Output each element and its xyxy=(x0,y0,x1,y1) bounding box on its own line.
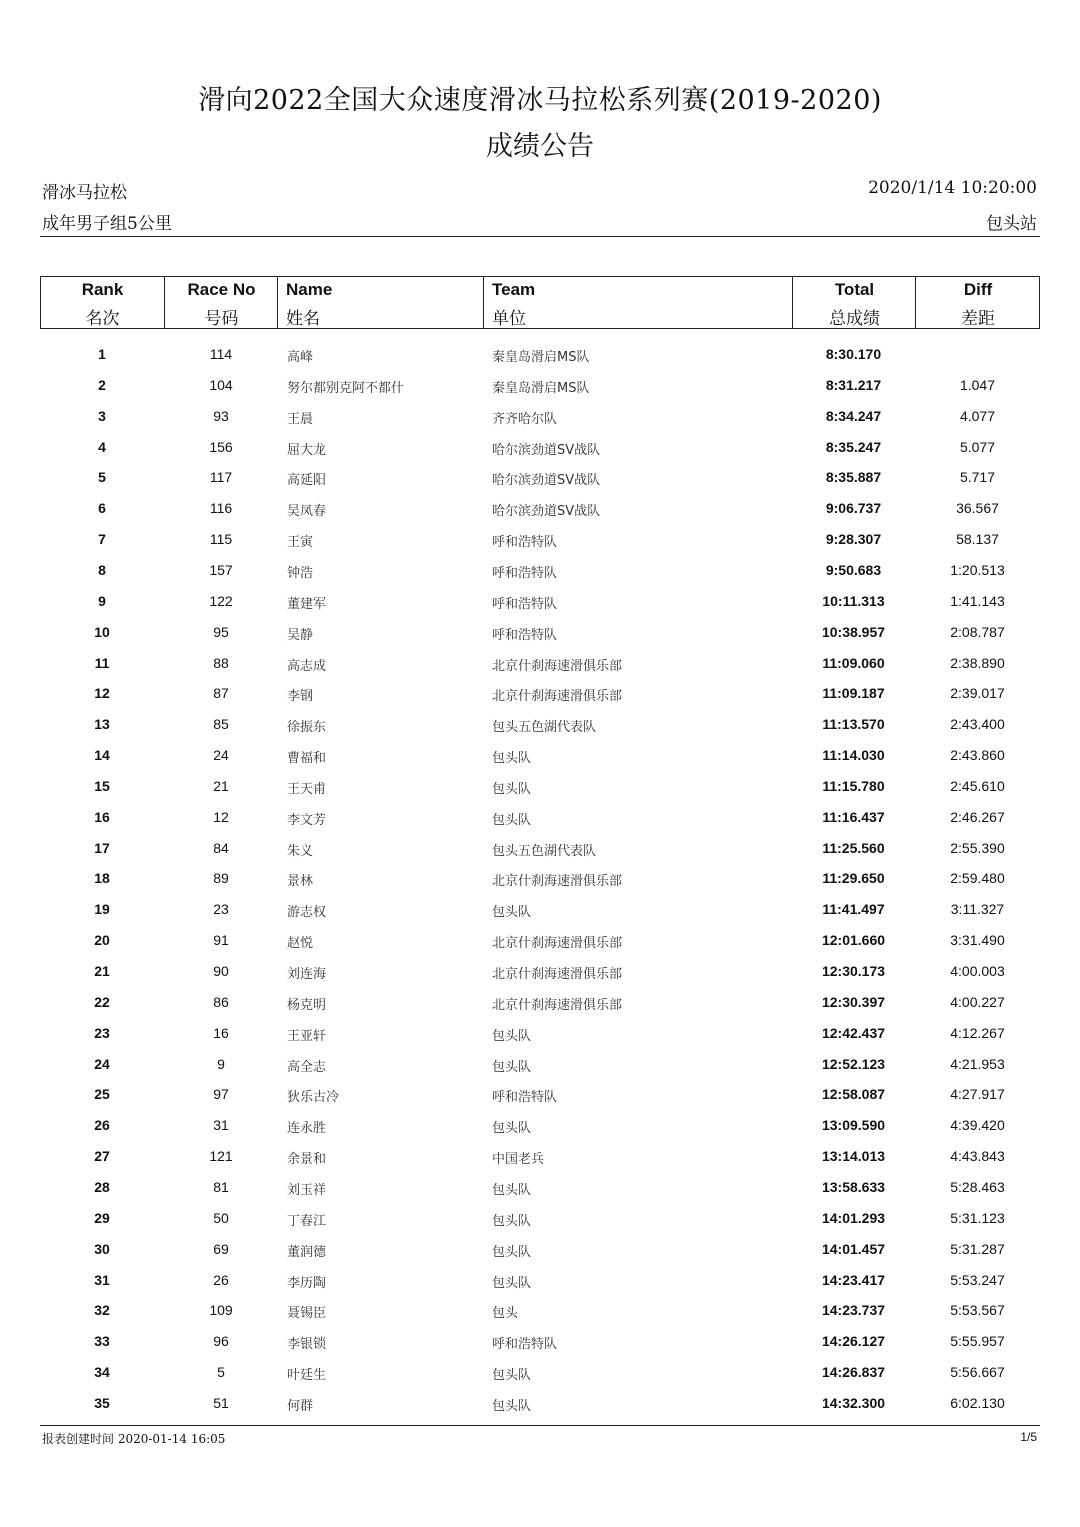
team-cell: 包头队 xyxy=(492,751,532,767)
race-no-cell: 5 xyxy=(217,1364,225,1381)
table-row xyxy=(40,1079,1040,1110)
table-row xyxy=(40,524,1040,555)
race-no-cell: 121 xyxy=(209,1148,233,1165)
diff-cell: 4:00.227 xyxy=(950,993,1005,1010)
name-cell: 高峰 xyxy=(287,350,314,365)
diff-cell: 4:00.003 xyxy=(950,963,1005,979)
name-cell: 徐振东 xyxy=(287,720,327,736)
team-cell: 包头队 xyxy=(492,1121,532,1137)
rank-cell: 20 xyxy=(94,932,110,949)
name-cell: 李银锁 xyxy=(287,1337,327,1353)
footer-divider xyxy=(40,1425,1040,1426)
table-row xyxy=(40,1203,1040,1234)
diff-cell: 58.137 xyxy=(956,531,999,548)
team-cell: 齐齐哈尔队 xyxy=(492,411,558,427)
team-cell: 呼和浩特队 xyxy=(492,565,558,581)
report-datetime: 2020/1/14 10:20:00 xyxy=(868,178,1037,198)
header-diff xyxy=(915,277,1040,328)
total-time-cell: 14:23.417 xyxy=(821,1271,886,1288)
table-row xyxy=(40,894,1040,925)
header-name xyxy=(277,277,484,328)
name-cell: 董润德 xyxy=(287,1244,327,1260)
rank-cell: 12 xyxy=(94,685,110,702)
station-name: 包头站 xyxy=(986,214,1037,234)
name-cell: 王天甫 xyxy=(287,781,327,797)
header-race-no-cn: 号码 xyxy=(204,309,239,329)
diff-cell: 2:08.787 xyxy=(950,623,1005,640)
table-row xyxy=(40,1388,1040,1419)
total-time-cell: 8:30.170 xyxy=(825,346,882,362)
header-name-en: Name xyxy=(286,280,333,299)
diff-cell: 2:55.390 xyxy=(950,839,1005,856)
rank-cell: 31 xyxy=(94,1271,110,1288)
rank-cell: 24 xyxy=(94,1055,110,1072)
rank-cell: 5 xyxy=(98,469,106,486)
diff-cell: 2:59.480 xyxy=(950,870,1005,887)
total-time-cell: 12:58.087 xyxy=(821,1086,886,1103)
name-cell: 高志成 xyxy=(287,658,327,674)
total-time-cell: 9:28.307 xyxy=(825,531,882,548)
name-cell: 王亚轩 xyxy=(287,1028,327,1044)
table-row xyxy=(40,740,1040,771)
diff-cell: 1:41.143 xyxy=(950,592,1005,609)
diff-cell: 5:28.463 xyxy=(950,1178,1005,1195)
team-cell: 呼和浩特队 xyxy=(492,1337,558,1353)
name-cell: 景林 xyxy=(287,874,314,890)
name-cell: 丁春江 xyxy=(287,1213,327,1229)
rank-cell: 23 xyxy=(94,1024,110,1041)
race-no-cell: 89 xyxy=(213,870,229,887)
table-row xyxy=(40,1110,1040,1141)
team-cell: 包头队 xyxy=(492,1275,532,1291)
name-cell: 赵悦 xyxy=(287,936,314,952)
header-total xyxy=(792,277,916,328)
team-cell: 呼和浩特队 xyxy=(492,627,558,643)
rank-cell: 28 xyxy=(94,1178,110,1195)
table-row xyxy=(40,617,1040,648)
race-no-cell: 84 xyxy=(213,839,229,856)
team-cell: 包头队 xyxy=(492,1213,532,1229)
diff-cell: 1:20.513 xyxy=(950,561,1005,578)
total-time-cell: 8:34.247 xyxy=(825,407,882,424)
header-team-en: Team xyxy=(492,280,536,299)
team-cell: 包头 xyxy=(492,1306,519,1322)
total-time-cell: 8:35.887 xyxy=(825,469,882,486)
name-cell: 游志权 xyxy=(287,905,327,921)
page-title: 滑向2022全国大众速度滑冰马拉松系列赛(2019-2020) xyxy=(198,85,882,116)
team-cell: 北京什刹海速滑俱乐部 xyxy=(492,997,623,1013)
total-time-cell: 11:09.060 xyxy=(822,654,885,671)
table-row xyxy=(40,586,1040,617)
rank-cell: 6 xyxy=(98,500,106,517)
name-cell: 李历陶 xyxy=(287,1275,327,1291)
race-no-cell: 9 xyxy=(217,1055,225,1072)
header-name-cn: 姓名 xyxy=(286,309,320,329)
diff-cell: 36.567 xyxy=(956,500,999,517)
rank-cell: 26 xyxy=(94,1117,110,1134)
table-row xyxy=(40,1234,1040,1265)
diff-cell: 2:39.017 xyxy=(950,685,1005,702)
header-rank-cn: 名次 xyxy=(85,309,120,329)
table-row xyxy=(40,339,1040,370)
table-row xyxy=(40,493,1040,524)
rank-cell: 1 xyxy=(98,346,106,362)
name-cell: 王寅 xyxy=(287,535,314,551)
header-total-en: Total xyxy=(834,280,875,299)
total-time-cell: 14:23.737 xyxy=(821,1302,886,1319)
team-cell: 哈尔滨劲道SV战队 xyxy=(492,473,601,489)
team-cell: 北京什刹海速滑俱乐部 xyxy=(492,874,623,890)
race-no-cell: 69 xyxy=(213,1240,229,1257)
table-row xyxy=(40,771,1040,802)
total-time-cell: 12:42.437 xyxy=(821,1024,886,1041)
team-cell: 北京什刹海速滑俱乐部 xyxy=(492,936,623,952)
header-race-no-en: Race No xyxy=(187,280,256,299)
table-row xyxy=(40,1326,1040,1357)
team-cell: 中国老兵 xyxy=(492,1152,545,1168)
table-row xyxy=(40,1265,1040,1296)
header-race-no xyxy=(164,277,278,328)
race-no-cell: 117 xyxy=(209,469,233,486)
table-row xyxy=(40,1018,1040,1049)
header-rank xyxy=(41,277,164,328)
header-team-cn: 单位 xyxy=(492,309,526,329)
race-no-cell: 104 xyxy=(209,376,233,393)
race-no-cell: 116 xyxy=(209,500,233,517)
team-cell: 包头队 xyxy=(492,1368,532,1384)
rank-cell: 16 xyxy=(94,808,110,825)
team-cell: 秦皇岛滑启MS队 xyxy=(492,350,590,365)
rank-cell: 9 xyxy=(98,592,106,609)
total-time-cell: 10:38.957 xyxy=(821,623,886,640)
team-cell: 呼和浩特队 xyxy=(492,535,558,551)
diff-cell: 4.077 xyxy=(959,407,996,424)
diff-cell: 2:43.860 xyxy=(950,747,1005,764)
rank-cell: 7 xyxy=(98,531,106,548)
name-cell: 狄乐古冷 xyxy=(287,1090,340,1106)
name-cell: 杨克明 xyxy=(287,997,327,1013)
name-cell: 刘玉祥 xyxy=(287,1182,327,1198)
rank-cell: 30 xyxy=(94,1240,110,1257)
diff-cell: 4:43.843 xyxy=(950,1148,1005,1165)
total-time-cell: 13:58.633 xyxy=(821,1178,886,1195)
table-row xyxy=(40,1049,1040,1080)
table-row xyxy=(40,956,1040,987)
race-no-cell: 31 xyxy=(213,1117,229,1134)
name-cell: 连永胜 xyxy=(287,1121,327,1137)
race-no-cell: 87 xyxy=(213,685,229,702)
table-row xyxy=(40,370,1040,401)
rank-cell: 35 xyxy=(94,1394,110,1411)
table-header xyxy=(40,276,1040,329)
table-row xyxy=(40,1141,1040,1172)
diff-cell: 6:02.130 xyxy=(950,1394,1005,1411)
total-time-cell: 13:14.013 xyxy=(821,1148,886,1165)
team-cell: 哈尔滨劲道SV战队 xyxy=(492,504,601,520)
team-cell: 哈尔滨劲道SV战队 xyxy=(492,442,601,458)
diff-cell: 1.047 xyxy=(959,376,996,393)
diff-cell: 5:56.667 xyxy=(950,1364,1005,1381)
rank-cell: 33 xyxy=(94,1333,110,1350)
table-row xyxy=(40,1295,1040,1326)
table-row xyxy=(40,833,1040,864)
total-time-cell: 9:50.683 xyxy=(825,561,882,578)
total-time-cell: 11:29.650 xyxy=(822,870,885,887)
total-time-cell: 12:30.173 xyxy=(821,963,886,979)
name-cell: 何群 xyxy=(287,1398,314,1414)
event-name: 滑冰马拉松 xyxy=(42,183,127,203)
team-cell: 包头队 xyxy=(492,905,532,921)
table-row xyxy=(40,987,1040,1018)
total-time-cell: 11:25.560 xyxy=(822,839,885,856)
name-cell: 努尔都别克阿不都什 xyxy=(287,380,405,396)
total-time-cell: 11:15.780 xyxy=(822,777,885,794)
team-cell: 包头五色湖代表队 xyxy=(492,720,597,736)
category-name: 成年男子组5公里 xyxy=(42,214,172,234)
race-no-cell: 16 xyxy=(213,1024,229,1041)
race-no-cell: 23 xyxy=(213,901,229,918)
team-cell: 秦皇岛滑启MS队 xyxy=(492,380,590,396)
header-diff-cn: 差距 xyxy=(961,309,995,329)
diff-cell: 4:39.420 xyxy=(950,1117,1005,1134)
rank-cell: 14 xyxy=(94,747,110,764)
name-cell: 董建军 xyxy=(287,596,327,612)
race-no-cell: 157 xyxy=(209,561,233,578)
total-time-cell: 9:06.737 xyxy=(825,500,882,517)
race-no-cell: 86 xyxy=(213,993,229,1010)
diff-cell: 2:45.610 xyxy=(950,777,1005,794)
team-cell: 包头队 xyxy=(492,1059,532,1075)
rank-cell: 11 xyxy=(94,654,110,671)
rank-cell: 27 xyxy=(94,1148,110,1165)
total-time-cell: 14:32.300 xyxy=(821,1394,886,1411)
race-no-cell: 21 xyxy=(213,777,229,794)
team-cell: 包头五色湖代表队 xyxy=(492,843,597,859)
table-row xyxy=(40,863,1040,894)
page-subtitle: 成绩公告 xyxy=(486,131,594,162)
team-cell: 北京什刹海速滑俱乐部 xyxy=(492,658,623,674)
name-cell: 吴凤春 xyxy=(287,504,327,520)
total-time-cell: 10:11.313 xyxy=(822,592,885,609)
report-created-time: 报表创建时间 2020-01-14 16:05 xyxy=(42,1432,226,1446)
total-time-cell: 12:01.660 xyxy=(821,932,886,949)
race-no-cell: 12 xyxy=(213,808,229,825)
name-cell: 高延阳 xyxy=(287,473,327,489)
race-no-cell: 109 xyxy=(209,1302,233,1319)
table-row xyxy=(40,462,1040,493)
total-time-cell: 8:31.217 xyxy=(825,376,882,393)
rank-cell: 2 xyxy=(98,376,106,393)
header-divider xyxy=(40,236,1040,237)
race-no-cell: 95 xyxy=(213,623,229,640)
race-no-cell: 93 xyxy=(213,407,229,424)
race-no-cell: 122 xyxy=(209,592,233,609)
race-no-cell: 90 xyxy=(213,963,229,979)
name-cell: 王晨 xyxy=(287,411,314,427)
team-cell: 北京什刹海速滑俱乐部 xyxy=(492,689,623,705)
diff-cell: 4:12.267 xyxy=(950,1024,1005,1041)
name-cell: 吴静 xyxy=(287,627,314,643)
race-no-cell: 51 xyxy=(213,1394,229,1411)
name-cell: 钟浩 xyxy=(287,565,314,581)
table-row xyxy=(40,1357,1040,1388)
diff-cell: 3:11.327 xyxy=(950,901,1005,918)
rank-cell: 4 xyxy=(98,438,106,455)
team-cell: 北京什刹海速滑俱乐部 xyxy=(492,967,623,982)
race-no-cell: 91 xyxy=(213,932,229,949)
table-row xyxy=(40,648,1040,679)
name-cell: 李文芳 xyxy=(287,812,327,828)
diff-cell: 5:31.287 xyxy=(950,1240,1005,1257)
race-no-cell: 88 xyxy=(213,654,229,671)
rank-cell: 29 xyxy=(94,1209,110,1226)
total-time-cell: 11:41.497 xyxy=(822,901,885,918)
name-cell: 叶廷生 xyxy=(287,1368,327,1384)
team-cell: 包头队 xyxy=(492,781,532,797)
name-cell: 朱义 xyxy=(287,843,314,859)
team-cell: 呼和浩特队 xyxy=(492,596,558,612)
team-cell: 包头队 xyxy=(492,1398,532,1414)
rank-cell: 32 xyxy=(94,1302,110,1319)
header-total-cn: 总成绩 xyxy=(829,309,880,329)
diff-cell: 4:21.953 xyxy=(950,1055,1005,1072)
race-no-cell: 115 xyxy=(209,531,233,548)
diff-cell: 2:46.267 xyxy=(950,808,1005,825)
total-time-cell: 12:52.123 xyxy=(821,1055,886,1072)
diff-cell: 5:53.567 xyxy=(950,1302,1005,1319)
diff-cell: 5.077 xyxy=(959,438,996,455)
race-no-cell: 96 xyxy=(213,1333,229,1350)
race-no-cell: 81 xyxy=(213,1178,229,1195)
race-no-cell: 26 xyxy=(213,1271,229,1288)
diff-cell: 5:55.957 xyxy=(950,1333,1005,1350)
rank-cell: 3 xyxy=(98,407,106,424)
rank-cell: 34 xyxy=(94,1364,110,1381)
rank-cell: 13 xyxy=(94,716,110,733)
name-cell: 余景和 xyxy=(287,1152,327,1168)
table-row xyxy=(40,432,1040,463)
rank-cell: 25 xyxy=(94,1086,110,1103)
table-row xyxy=(40,678,1040,709)
total-time-cell: 11:13.570 xyxy=(822,716,885,733)
team-cell: 呼和浩特队 xyxy=(492,1090,558,1106)
total-time-cell: 14:01.293 xyxy=(821,1209,886,1226)
race-no-cell: 24 xyxy=(213,747,229,764)
table-row xyxy=(40,925,1040,956)
name-cell: 高全志 xyxy=(287,1059,327,1075)
table-row xyxy=(40,555,1040,586)
race-no-cell: 97 xyxy=(213,1086,229,1103)
total-time-cell: 12:30.397 xyxy=(821,993,886,1010)
table-row xyxy=(40,709,1040,740)
diff-cell: 5:53.247 xyxy=(950,1271,1005,1288)
total-time-cell: 14:01.457 xyxy=(821,1240,886,1257)
team-cell: 包头队 xyxy=(492,1182,532,1198)
total-time-cell: 8:35.247 xyxy=(825,438,882,455)
table-row xyxy=(40,802,1040,833)
rank-cell: 18 xyxy=(94,870,110,887)
rank-cell: 17 xyxy=(94,839,110,856)
team-cell: 包头队 xyxy=(492,1028,532,1044)
diff-cell: 2:38.890 xyxy=(950,654,1005,671)
team-cell: 包头队 xyxy=(492,812,532,828)
name-cell: 李钢 xyxy=(287,689,314,705)
name-cell: 屈大龙 xyxy=(287,442,327,458)
name-cell: 曹福和 xyxy=(287,751,327,767)
diff-cell: 2:43.400 xyxy=(950,716,1005,733)
name-cell: 聂锡臣 xyxy=(287,1306,327,1322)
rank-cell: 8 xyxy=(98,561,106,578)
total-time-cell: 11:14.030 xyxy=(822,747,885,764)
table-row xyxy=(40,1172,1040,1203)
race-no-cell: 156 xyxy=(209,438,233,455)
rank-cell: 22 xyxy=(94,993,110,1010)
name-cell: 刘连海 xyxy=(287,967,327,982)
total-time-cell: 14:26.837 xyxy=(821,1364,886,1381)
race-no-cell: 50 xyxy=(213,1209,229,1226)
rank-cell: 15 xyxy=(94,777,110,794)
total-time-cell: 11:16.437 xyxy=(822,808,885,825)
header-team xyxy=(483,277,793,328)
page-number: 1/5 xyxy=(1020,1430,1037,1444)
diff-cell: 5:31.123 xyxy=(950,1209,1005,1226)
race-no-cell: 114 xyxy=(209,346,233,362)
rank-cell: 19 xyxy=(94,901,110,918)
race-no-cell: 85 xyxy=(213,716,229,733)
header-rank-en: Rank xyxy=(81,280,124,299)
rank-cell: 21 xyxy=(94,963,110,979)
diff-cell: 4:27.917 xyxy=(950,1086,1005,1103)
diff-cell: 3:31.490 xyxy=(950,932,1005,949)
total-time-cell: 13:09.590 xyxy=(821,1117,886,1134)
total-time-cell: 14:26.127 xyxy=(821,1333,886,1350)
team-cell: 包头队 xyxy=(492,1244,532,1260)
rank-cell: 10 xyxy=(94,623,110,640)
header-diff-en: Diff xyxy=(963,280,993,299)
total-time-cell: 11:09.187 xyxy=(822,685,885,702)
diff-cell: 5.717 xyxy=(959,469,996,486)
table-row xyxy=(40,401,1040,432)
